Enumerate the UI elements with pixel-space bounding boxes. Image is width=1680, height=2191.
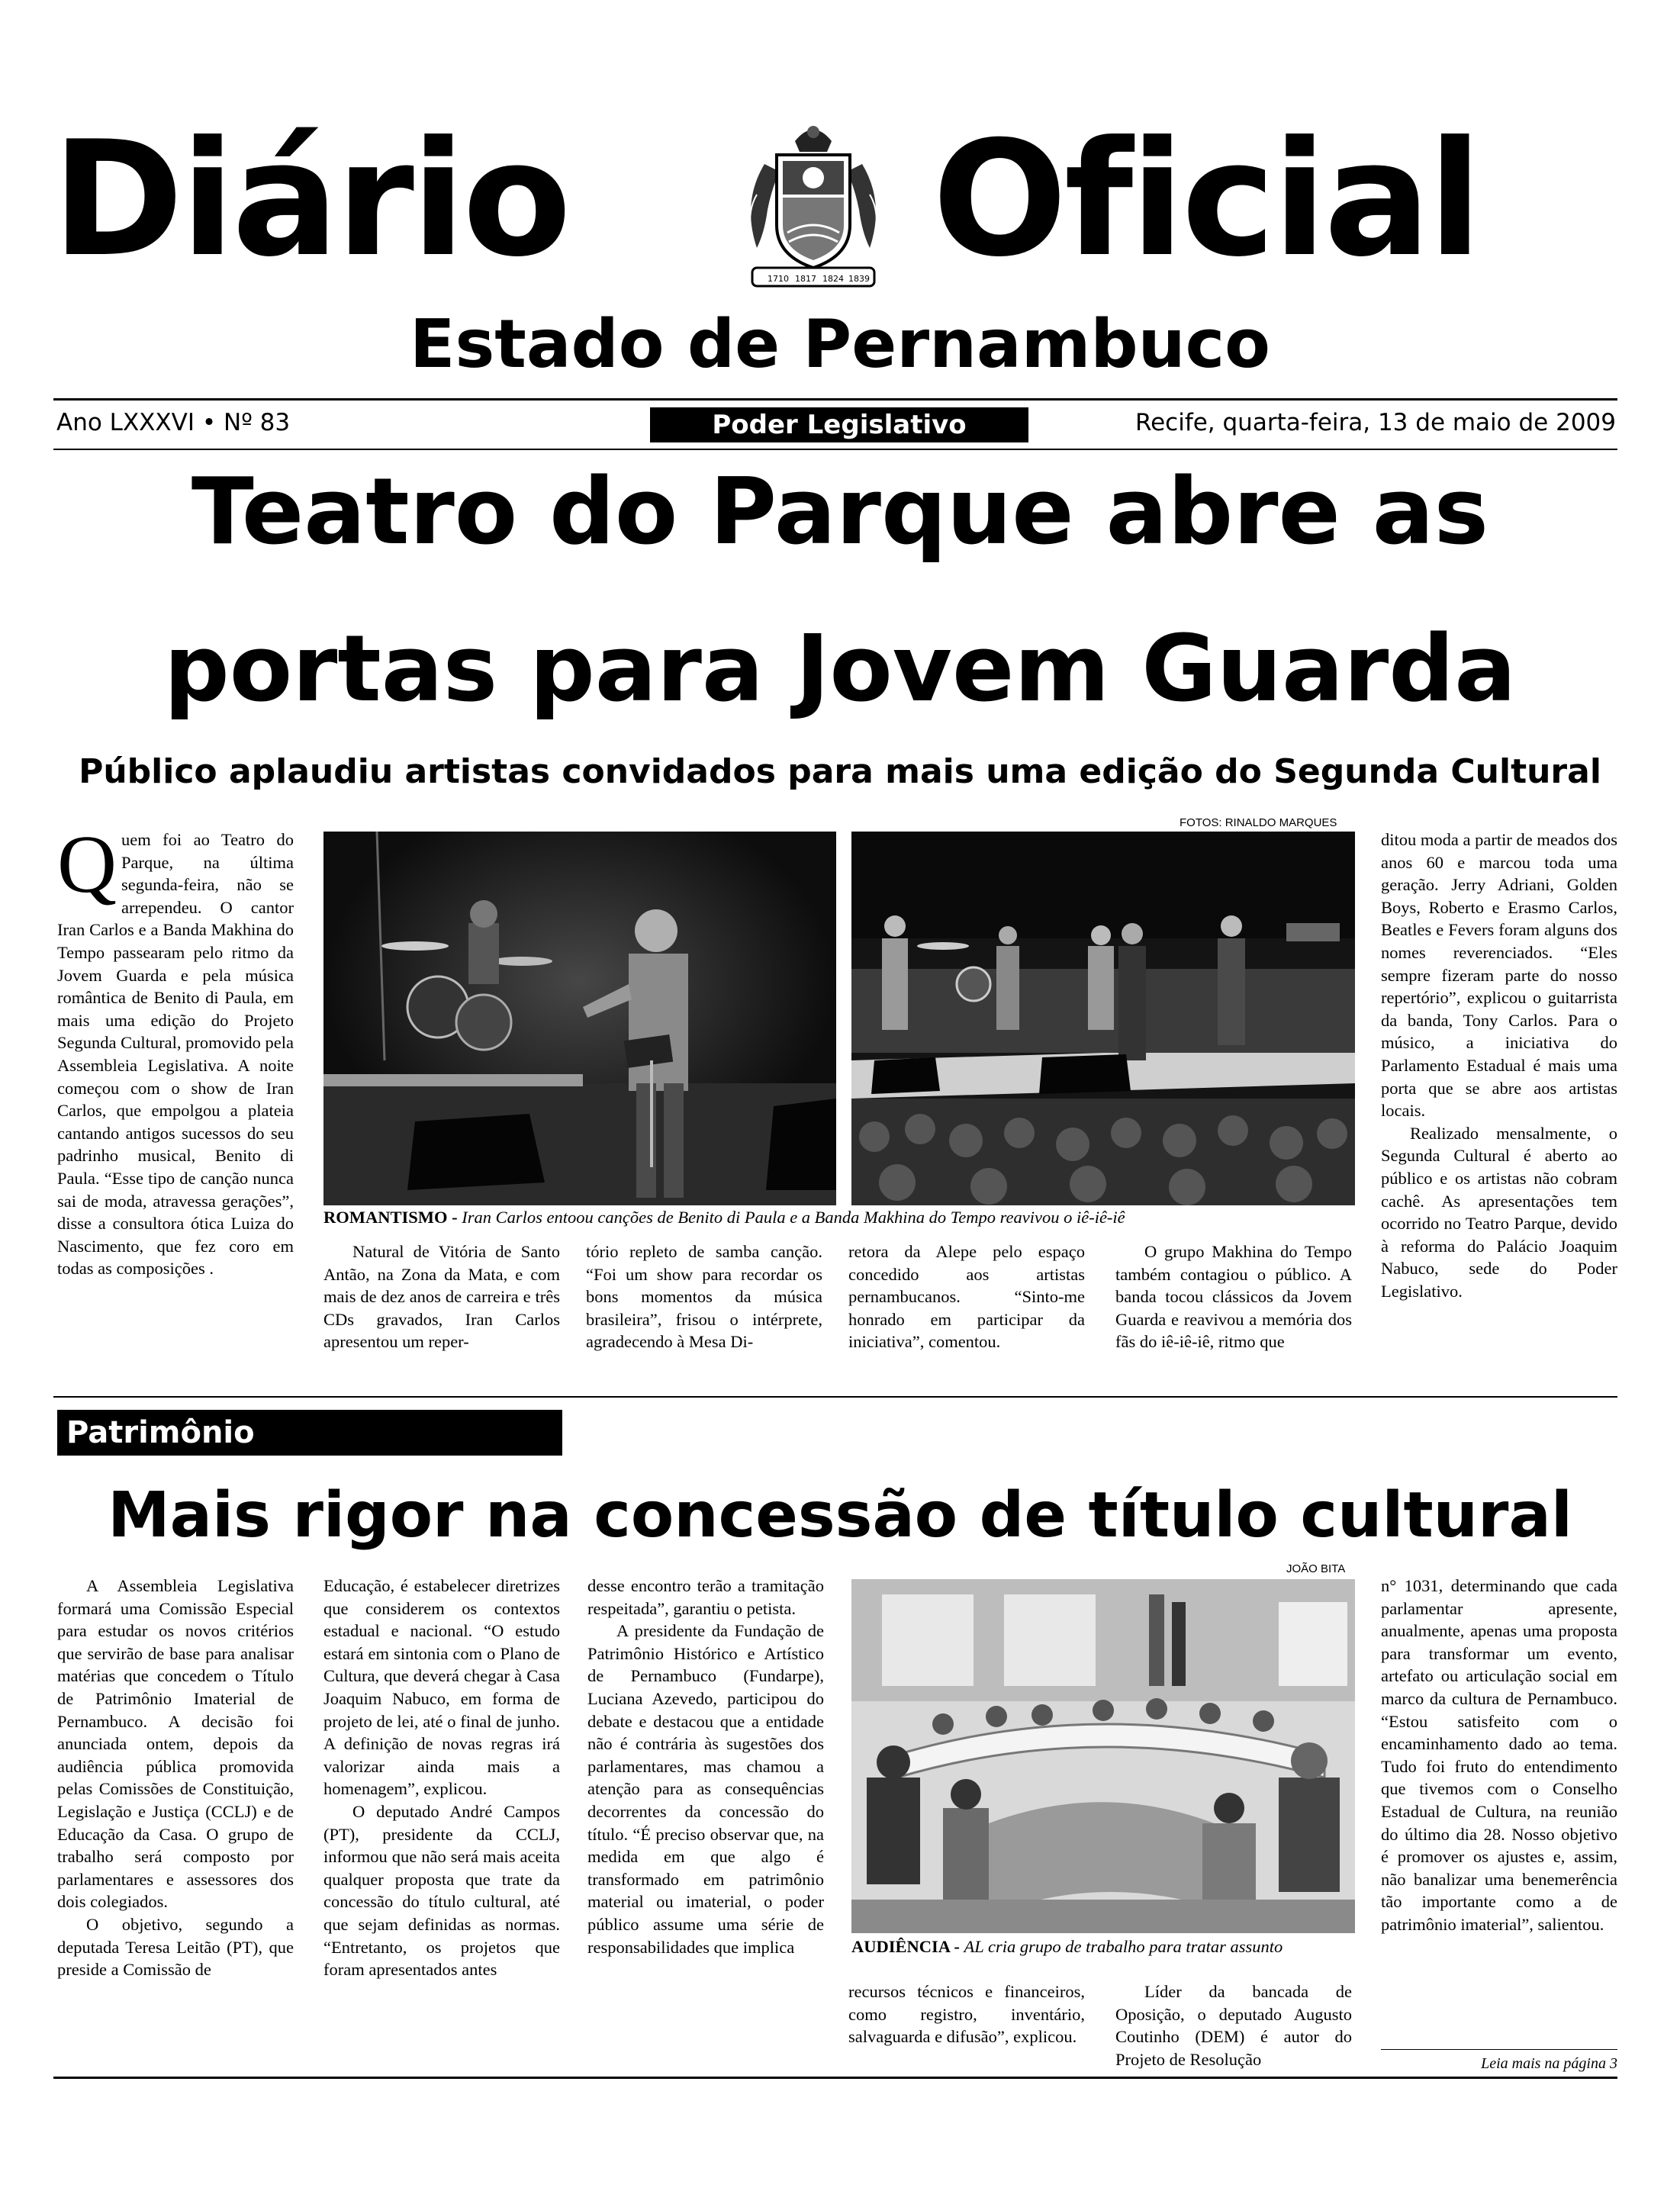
issue-date: Recife, quarta-feira, 13 de maio de 2009 (1134, 409, 1616, 436)
story1-photo-makhina-do-tempo (851, 832, 1355, 1205)
story1-col1-text: uem foi ao Teatro do Parque, na última segunda-feira, não se arrependeu. O cantor Iran Carlos e a Banda Makhina do Tempo passearam pelo ritmo da Jovem Guarda e pela música romântica de Benito di Paula, em mais uma edição do Projeto Segunda Cultural, promovido pela Assembleia Legislativa. A noite começou com o show de Iran Carlos, que empolgou a plateia cantando antigos sucessos do seu padrinho musical, Benito di Paula. “Esse tipo de canção nunca sai de moda, atravessa gerações”, disse a consultora ótica Luiza do Nascimento, que fez coro em todas as composições . (57, 830, 294, 1279)
story2-column-6 (1381, 1575, 1617, 1936)
story2-caption-text: AL cria grupo de trabalho para tratar assunto (964, 1937, 1283, 1956)
masthead-bottom-rule (53, 449, 1617, 450)
story2-photo-audiencia (851, 1579, 1355, 1933)
story1-column-3 (586, 1240, 822, 1353)
masthead-title-right: Oficial (932, 108, 1479, 292)
story2-column-4 (848, 1980, 1085, 2048)
story1-col2-text: Natural de Vitória de Santo Antão, na Zona da Mata, e com mais de dez anos de carreira e três CDs gravados, Iran Carlos apresentou um reper- (323, 1242, 560, 1352)
seal-year-3: 1824 (822, 274, 844, 284)
story-divider-rule (53, 1396, 1617, 1398)
story1-column-2 (323, 1240, 560, 1353)
story2-caption (851, 1936, 1283, 1958)
story2-photo-credit: JOÃO BITA (1286, 1562, 1346, 1575)
story2-col4-text: recursos técnicos e financeiros, como registro, inventário, salvaguarda e difusão”, explicou. (848, 1982, 1085, 2047)
story2-col3-p1: desse encontro terão a tramitação respeitada”, garantiu o petista. (587, 1576, 824, 1618)
story1-caption (323, 1207, 1125, 1228)
story1-photo-iran-carlos (323, 832, 836, 1205)
story1-caption-text: Iran Carlos entoou canções de Benito di Paula e a Banda Makhina do Tempo reavivou o iê-iê-iê (462, 1208, 1125, 1227)
story2-column-5 (1115, 1980, 1352, 2070)
edition-info: Ano LXXXVI • Nº 83 (56, 409, 291, 436)
story2-column-3 (587, 1575, 824, 1958)
story1-col6-p2: Realizado mensalmente, o Segunda Cultural é aberto ao público e os artistas não cobram cachê. As apresentações tem ocorrido no Teatro Parque, devido à reforma do Palácio Joaquim Nabuco, sede do Poder Legislativo. (1381, 1123, 1617, 1301)
seal-year-1: 1710 (768, 274, 789, 284)
masthead-subtitle: Estado de Pernambuco (410, 305, 1270, 383)
story1-col4-text: retora da Alepe pelo espaço concedido aos artistas pernambucanos. “Sinto-me honrado em participar da iniciativa”, comentou. (848, 1242, 1085, 1352)
seal-year-4: 1839 (848, 274, 870, 284)
section-label: Poder Legislativo (650, 407, 1028, 442)
story1-caption-lead: ROMANTISMO - (323, 1208, 458, 1227)
story1-photo-credit: FOTOS: RINALDO MARQUES (1180, 816, 1337, 829)
story2-column-2 (323, 1575, 560, 1981)
story2-section-tag: Patrimônio (57, 1410, 562, 1456)
story1-column-4 (848, 1240, 1085, 1353)
story1-headline-line2: portas para Jovem Guarda (163, 616, 1517, 722)
story1-column-1 (57, 819, 294, 1280)
page-bottom-rule (53, 2077, 1617, 2079)
story2-col1-p2: O objetivo, segundo a deputada Teresa Leitão (PT), que preside a Comissão de (57, 1914, 294, 1980)
story2-caption-lead: AUDIÊNCIA - (851, 1937, 960, 1956)
story1-headline-line1: Teatro do Parque abre as (191, 459, 1489, 565)
story1-dropcap: Q (57, 819, 117, 910)
story2-column-1 (57, 1575, 294, 1981)
story1-col6-p1: ditou moda a partir de meados dos anos 60 e marcou toda uma geração. Jerry Adriani, Golden Boys, Roberto e Erasmo Carlos, Beatles e Fevers foram alguns dos nomes reverenciados. “Eles sempre fizeram parte do nosso repertório”, explicou o guitarrista da banda, Tony Carlos. Para o músico, a iniciativa do Parlamento Estadual é mais uma porta que se abre aos artistas locais. (1381, 830, 1617, 1121)
continued-on-page-link[interactable]: Leia mais na página 3 (1481, 2055, 1617, 2072)
story1-col5-text: O grupo Makhina do Tempo também contagiou o público. A banda tocou clássicos da Jovem Guarda e reavivou a memória dos fãs do iê-iê-iê, ritmo que (1115, 1242, 1352, 1352)
top-rule (53, 398, 1617, 401)
story2-col5-text: Líder da bancada de Oposição, o deputado Augusto Coutinho (DEM) é autor do Projeto de Resolução (1115, 1982, 1352, 2069)
story1-column-6 (1381, 828, 1617, 1302)
story2-col6-text: n° 1031, determinando que cada parlamentar apresente, anualmente, apenas uma proposta para transformar um evento, artefato ou articulação social em marco da cultura de Pernambuco. “Estou satisfeito com o encaminhamento dado ao tema. Tudo foi fruto do entendimento que tivemos com o Conselho Estadual de Cultura, na reunião do último dia 28. Nosso objetivo é promover os ajustes e, assim, não banalizar uma benemerência tão importante como a de patrimônio imaterial”, salientou. (1381, 1576, 1617, 1934)
story1-subheadline: Público aplaudiu artistas convidados para mais uma edição do Segunda Cultural (79, 752, 1601, 791)
pernambuco-coat-of-arms-icon (734, 118, 893, 298)
story2-col2-p1: Educação, é estabelecer diretrizes que considerem os contextos estadual e nacional. “O estudo estará em sintonia com o Plano de Cultura, que deverá chegar à Casa Joaquim Nabuco, em forma de projeto de lei, até o final de junho. A definição de novas regras irá valorizar ainda mais a homenagem”, explicou. (323, 1576, 560, 1799)
masthead-title-left: Diário (52, 108, 569, 292)
story1-column-5 (1115, 1240, 1352, 1353)
continued-rule (1381, 2049, 1617, 2050)
story2-col1-p1: A Assembleia Legislativa formará uma Comissão Especial para estudar os novos critérios que servirão de base para analisar matérias que concedem o Título de Patrimônio Imaterial de Pernambuco. A decisão foi anunciada ontem, depois da audiência pública promovida pelas Comissões de Constituição, Legislação e Justiça (CCLJ) e de Educação da Casa. O grupo de trabalho será composto por parlamentares e assessores dos dois colegiados. (57, 1576, 294, 1912)
story2-headline: Mais rigor na concessão de título cultural (108, 1479, 1572, 1552)
story1-col3-text: tório repleto de samba canção. “Foi um show para recordar os bons momentos da música brasileira”, frisou o intérprete, agradecendo à Mesa Di- (586, 1242, 822, 1352)
story2-col2-p2: O deputado André Campos (PT), presidente da CCLJ, informou que não será mais aceita qualquer proposta que trate da concessão do título cultural, até que sejam definidas as normas. “Entretanto, os projetos que foram apresentados antes (323, 1801, 560, 1980)
story2-col3-p2: A presidente da Fundação de Patrimônio Histórico e Artístico de Pernambuco (Fundarpe), Luciana Azevedo, participou do debate e destacou que a entidade não é contrária às sugestões dos parlamentares, mas chamou a atenção para as consequências decorrentes da concessão do título. “É preciso observar que, na medida em que algo é transformado em patrimônio material ou imaterial, o poder público assume uma série de responsabilidades que implica (587, 1621, 824, 1957)
seal-year-2: 1817 (795, 274, 816, 284)
